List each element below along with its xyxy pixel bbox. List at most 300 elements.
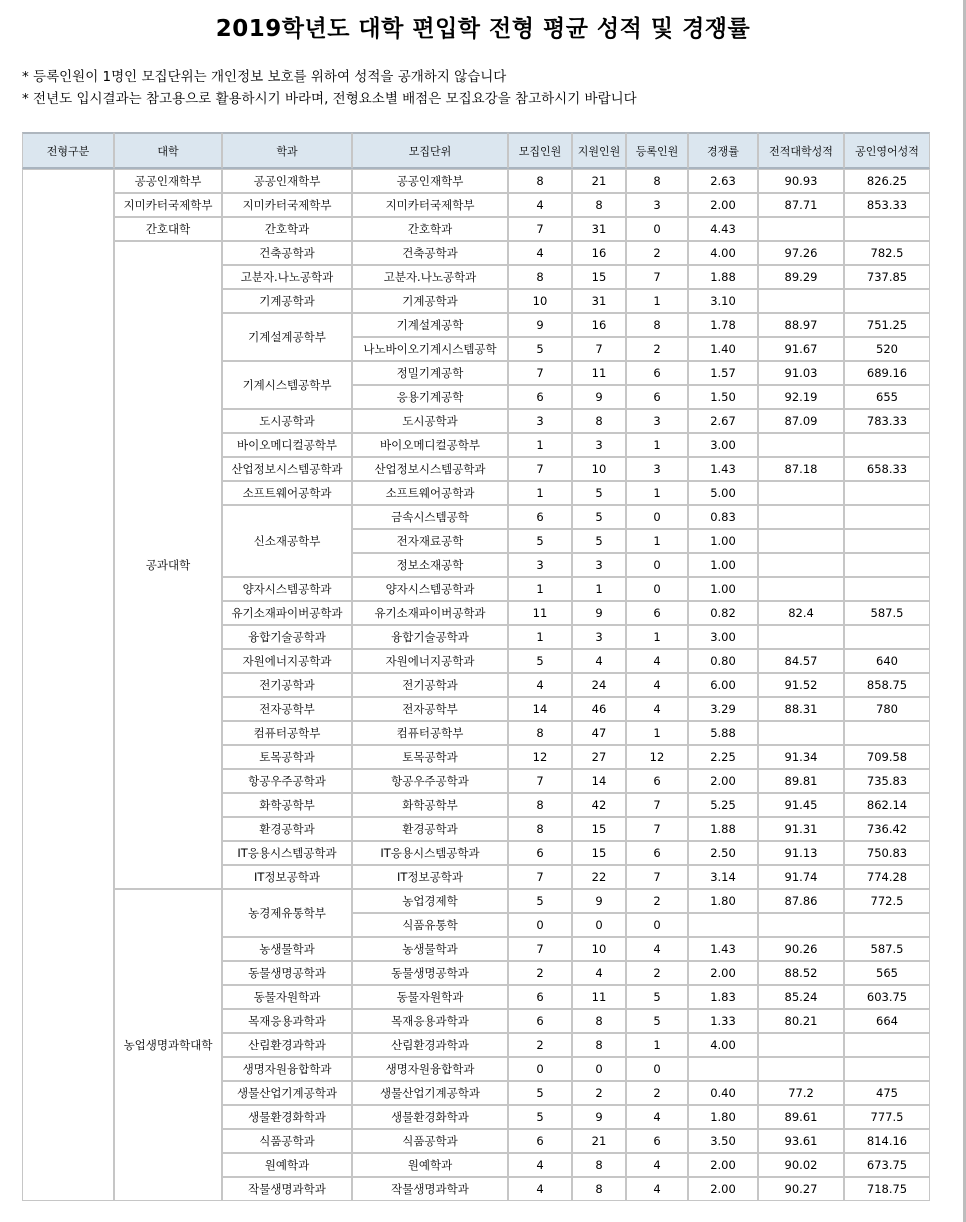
cell-department: IT정보공학과: [222, 865, 352, 889]
cell-applicants: 9: [572, 889, 626, 913]
cell-ratio: 5.00: [688, 481, 758, 505]
cell-ratio: 1.78: [688, 313, 758, 337]
cell-department: 생물환경화학과: [222, 1105, 352, 1129]
cell-enrolled: 12: [626, 745, 688, 769]
cell-department: 융합기술공학과: [222, 625, 352, 649]
note-reference: * 전년도 입시결과는 참고용으로 활용하시기 바라며, 전형요소별 배점은 모집요강을 참고하시기 바랍니다: [22, 91, 637, 107]
cell-unit: 정보소재공학: [352, 553, 508, 577]
cell-ratio: 1.83: [688, 985, 758, 1009]
cell-quota: 8: [508, 817, 572, 841]
cell-enrolled: 2: [626, 1081, 688, 1105]
cell-enrolled: 0: [626, 577, 688, 601]
cell-ratio: 3.14: [688, 865, 758, 889]
cell-quota: 1: [508, 577, 572, 601]
cell-ratio: 1.00: [688, 553, 758, 577]
cell-enrolled: 1: [626, 721, 688, 745]
cell-unit: 목재응용과학과: [352, 1009, 508, 1033]
cell-enrolled: 2: [626, 241, 688, 265]
cell-english: 814.16: [844, 1129, 930, 1153]
cell-enrolled: 6: [626, 361, 688, 385]
cell-enrolled: 8: [626, 169, 688, 193]
cell-gpa: 89.29: [758, 265, 844, 289]
cell-enrolled: 0: [626, 1057, 688, 1081]
cell-gpa: [758, 217, 844, 241]
cell-english: 783.33: [844, 409, 930, 433]
cell-quota: 12: [508, 745, 572, 769]
cell-english: 640: [844, 649, 930, 673]
cell-quota: 5: [508, 1105, 572, 1129]
cell-quota: 1: [508, 433, 572, 457]
cell-applicants: 10: [572, 937, 626, 961]
cell-quota: 1: [508, 481, 572, 505]
cell-applicants: 15: [572, 817, 626, 841]
cell-ratio: 1.80: [688, 1105, 758, 1129]
cell-english: 736.42: [844, 817, 930, 841]
cell-college: 공과대학: [114, 241, 222, 889]
cell-gpa: 89.81: [758, 769, 844, 793]
cell-applicants: 5: [572, 529, 626, 553]
cell-department: 자원에너지공학과: [222, 649, 352, 673]
cell-quota: 2: [508, 961, 572, 985]
cell-ratio: [688, 913, 758, 937]
col-header-english: 공인영어성적: [844, 132, 930, 169]
cell-quota: 3: [508, 409, 572, 433]
cell-quota: 0: [508, 913, 572, 937]
cell-gpa: [758, 289, 844, 313]
cell-ratio: 1.43: [688, 457, 758, 481]
cell-unit: 정밀기계공학: [352, 361, 508, 385]
cell-unit: 컴퓨터공학부: [352, 721, 508, 745]
cell-ratio: 1.80: [688, 889, 758, 913]
cell-unit: 화학공학부: [352, 793, 508, 817]
cell-english: [844, 625, 930, 649]
cell-enrolled: 0: [626, 913, 688, 937]
cell-ratio: 5.25: [688, 793, 758, 817]
cell-enrolled: 4: [626, 649, 688, 673]
cell-college: 지미카터국제학부: [114, 193, 222, 217]
cell-unit: 융합기술공학과: [352, 625, 508, 649]
cell-ratio: 2.63: [688, 169, 758, 193]
cell-english: 603.75: [844, 985, 930, 1009]
cell-english: 862.14: [844, 793, 930, 817]
cell-department: 식품공학과: [222, 1129, 352, 1153]
cell-english: 655: [844, 385, 930, 409]
cell-department: IT응용시스템공학과: [222, 841, 352, 865]
cell-gpa: 93.61: [758, 1129, 844, 1153]
col-header-enrolled: 등록인원: [626, 132, 688, 169]
cell-enrolled: 6: [626, 841, 688, 865]
cell-gpa: [758, 481, 844, 505]
cell-english: 782.5: [844, 241, 930, 265]
cell-unit: IT응용시스템공학과: [352, 841, 508, 865]
cell-quota: 7: [508, 937, 572, 961]
cell-unit: 생물산업기계공학과: [352, 1081, 508, 1105]
cell-english: 565: [844, 961, 930, 985]
cell-english: [844, 1033, 930, 1057]
cell-english: 772.5: [844, 889, 930, 913]
cell-gpa: 90.93: [758, 169, 844, 193]
cell-ratio: 1.00: [688, 577, 758, 601]
cell-department: 바이오메디컬공학부: [222, 433, 352, 457]
cell-gpa: 91.52: [758, 673, 844, 697]
cell-ratio: 2.00: [688, 961, 758, 985]
cell-enrolled: 2: [626, 961, 688, 985]
cell-department: 농경제유통학부: [222, 889, 352, 937]
cell-quota: 8: [508, 265, 572, 289]
cell-department: 양자시스템공학과: [222, 577, 352, 601]
cell-unit: 항공우주공학과: [352, 769, 508, 793]
cell-english: 853.33: [844, 193, 930, 217]
cell-unit: 지미카터국제학부: [352, 193, 508, 217]
cell-ratio: 0.40: [688, 1081, 758, 1105]
cell-quota: 7: [508, 769, 572, 793]
cell-ratio: 0.83: [688, 505, 758, 529]
cell-applicants: 3: [572, 625, 626, 649]
cell-applicants: 8: [572, 1177, 626, 1201]
cell-applicants: 9: [572, 385, 626, 409]
cell-gpa: 82.4: [758, 601, 844, 625]
cell-enrolled: 0: [626, 553, 688, 577]
cell-ratio: 5.88: [688, 721, 758, 745]
cell-unit: 생명자원융합학과: [352, 1057, 508, 1081]
cell-ratio: 2.00: [688, 193, 758, 217]
cell-department: 기계공학과: [222, 289, 352, 313]
cell-gpa: 88.97: [758, 313, 844, 337]
cell-unit: 유기소재파이버공학과: [352, 601, 508, 625]
cell-ratio: 2.00: [688, 769, 758, 793]
col-header-quota: 모집인원: [508, 132, 572, 169]
cell-department: 신소재공학부: [222, 505, 352, 577]
cell-applicants: 21: [572, 169, 626, 193]
cell-unit: 식품유통학: [352, 913, 508, 937]
cell-unit: 전자재료공학: [352, 529, 508, 553]
cell-gpa: 91.31: [758, 817, 844, 841]
cell-gpa: 85.24: [758, 985, 844, 1009]
table-body: [22, 169, 930, 1201]
notes: [22, 66, 637, 110]
cell-gpa: 91.13: [758, 841, 844, 865]
cell-gpa: 91.67: [758, 337, 844, 361]
cell-unit: 양자시스템공학과: [352, 577, 508, 601]
cell-applicants: 16: [572, 313, 626, 337]
cell-gpa: 91.45: [758, 793, 844, 817]
cell-english: 658.33: [844, 457, 930, 481]
cell-gpa: [758, 529, 844, 553]
cell-quota: 6: [508, 505, 572, 529]
col-header-gpa: 전적대학성적: [758, 132, 844, 169]
cell-unit: 기계설계공학: [352, 313, 508, 337]
cell-department: 전기공학과: [222, 673, 352, 697]
cell-enrolled: 4: [626, 1177, 688, 1201]
cell-enrolled: 3: [626, 409, 688, 433]
cell-unit: 간호학과: [352, 217, 508, 241]
cell-gpa: 90.02: [758, 1153, 844, 1177]
cell-english: [844, 913, 930, 937]
cell-quota: 7: [508, 361, 572, 385]
cell-applicants: 42: [572, 793, 626, 817]
cell-applicants: 46: [572, 697, 626, 721]
cell-gpa: [758, 577, 844, 601]
cell-english: 587.5: [844, 601, 930, 625]
col-header-department: 학과: [222, 132, 352, 169]
cell-enrolled: 4: [626, 1153, 688, 1177]
cell-english: 826.25: [844, 169, 930, 193]
cell-enrolled: 1: [626, 289, 688, 313]
cell-enrolled: 5: [626, 985, 688, 1009]
cell-quota: 9: [508, 313, 572, 337]
cell-ratio: 3.29: [688, 697, 758, 721]
cell-ratio: 4.00: [688, 241, 758, 265]
cell-quota: 6: [508, 1129, 572, 1153]
cell-ratio: 2.00: [688, 1177, 758, 1201]
cell-department: 생명자원융합학과: [222, 1057, 352, 1081]
cell-gpa: [758, 1057, 844, 1081]
cell-applicants: 4: [572, 649, 626, 673]
cell-english: 689.16: [844, 361, 930, 385]
cell-applicants: 16: [572, 241, 626, 265]
cell-english: 737.85: [844, 265, 930, 289]
table-row: [22, 169, 930, 193]
cell-department: 컴퓨터공학부: [222, 721, 352, 745]
cell-gpa: [758, 433, 844, 457]
cell-quota: 5: [508, 337, 572, 361]
cell-quota: 4: [508, 673, 572, 697]
cell-track: [22, 169, 114, 1201]
cell-ratio: 0.82: [688, 601, 758, 625]
note-privacy: * 등록인원이 1명인 모집단위는 개인정보 보호를 위하여 성적을 공개하지 않습니다: [22, 69, 507, 85]
cell-gpa: 87.09: [758, 409, 844, 433]
cell-department: 공공인재학부: [222, 169, 352, 193]
cell-ratio: 4.00: [688, 1033, 758, 1057]
cell-ratio: 1.40: [688, 337, 758, 361]
cell-department: 토목공학과: [222, 745, 352, 769]
cell-department: 도시공학과: [222, 409, 352, 433]
cell-applicants: 8: [572, 193, 626, 217]
cell-unit: 고분자.나노공학과: [352, 265, 508, 289]
cell-applicants: 9: [572, 1105, 626, 1129]
cell-college: 간호대학: [114, 217, 222, 241]
cell-ratio: 0.80: [688, 649, 758, 673]
cell-unit: 식품공학과: [352, 1129, 508, 1153]
cell-gpa: 87.18: [758, 457, 844, 481]
cell-gpa: 90.26: [758, 937, 844, 961]
cell-ratio: [688, 1057, 758, 1081]
cell-department: 산림환경과학과: [222, 1033, 352, 1057]
cell-department: 기계시스템공학부: [222, 361, 352, 409]
cell-unit: 산업정보시스템공학과: [352, 457, 508, 481]
cell-english: 774.28: [844, 865, 930, 889]
cell-applicants: 9: [572, 601, 626, 625]
cell-gpa: [758, 1033, 844, 1057]
cell-applicants: 0: [572, 1057, 626, 1081]
cell-enrolled: 6: [626, 385, 688, 409]
page-title: 2019학년도 대학 편입학 전형 평균 성적 및 경쟁률: [215, 16, 751, 42]
cell-ratio: 6.00: [688, 673, 758, 697]
cell-gpa: [758, 553, 844, 577]
admission-results-table: [22, 132, 930, 1201]
col-header-ratio: 경쟁률: [688, 132, 758, 169]
cell-english: 777.5: [844, 1105, 930, 1129]
cell-ratio: 3.10: [688, 289, 758, 313]
cell-unit: 산림환경과학과: [352, 1033, 508, 1057]
cell-applicants: 47: [572, 721, 626, 745]
cell-ratio: 1.00: [688, 529, 758, 553]
cell-enrolled: 4: [626, 673, 688, 697]
cell-gpa: 91.74: [758, 865, 844, 889]
cell-quota: 2: [508, 1033, 572, 1057]
cell-unit: 자원에너지공학과: [352, 649, 508, 673]
cell-enrolled: 2: [626, 337, 688, 361]
cell-applicants: 3: [572, 553, 626, 577]
cell-unit: 작물생명과학과: [352, 1177, 508, 1201]
cell-ratio: 2.25: [688, 745, 758, 769]
cell-english: [844, 553, 930, 577]
cell-college: 공공인재학부: [114, 169, 222, 193]
cell-quota: 5: [508, 889, 572, 913]
cell-department: 화학공학부: [222, 793, 352, 817]
cell-enrolled: 1: [626, 481, 688, 505]
cell-ratio: 3.00: [688, 433, 758, 457]
table-row: [22, 889, 930, 913]
table-row: [22, 193, 930, 217]
cell-english: 673.75: [844, 1153, 930, 1177]
cell-applicants: 5: [572, 481, 626, 505]
cell-quota: 4: [508, 241, 572, 265]
cell-enrolled: 6: [626, 601, 688, 625]
cell-enrolled: 7: [626, 865, 688, 889]
cell-quota: 5: [508, 529, 572, 553]
col-header-college: 대학: [114, 132, 222, 169]
cell-enrolled: 1: [626, 1033, 688, 1057]
cell-applicants: 4: [572, 961, 626, 985]
cell-enrolled: 3: [626, 457, 688, 481]
cell-gpa: 87.86: [758, 889, 844, 913]
cell-unit: IT정보공학과: [352, 865, 508, 889]
cell-applicants: 2: [572, 1081, 626, 1105]
cell-enrolled: 0: [626, 217, 688, 241]
cell-unit: 토목공학과: [352, 745, 508, 769]
cell-enrolled: 6: [626, 769, 688, 793]
cell-quota: 4: [508, 193, 572, 217]
cell-ratio: 1.33: [688, 1009, 758, 1033]
cell-department: 작물생명과학과: [222, 1177, 352, 1201]
cell-ratio: 1.43: [688, 937, 758, 961]
cell-applicants: 10: [572, 457, 626, 481]
cell-enrolled: 8: [626, 313, 688, 337]
cell-gpa: 77.2: [758, 1081, 844, 1105]
cell-department: 기계설계공학부: [222, 313, 352, 361]
cell-unit: 환경공학과: [352, 817, 508, 841]
cell-quota: 0: [508, 1057, 572, 1081]
cell-enrolled: 4: [626, 697, 688, 721]
cell-ratio: 1.57: [688, 361, 758, 385]
col-header-applicants: 지원인원: [572, 132, 626, 169]
cell-english: [844, 505, 930, 529]
table-row: [22, 241, 930, 265]
cell-ratio: 1.88: [688, 265, 758, 289]
cell-gpa: [758, 913, 844, 937]
cell-ratio: 2.67: [688, 409, 758, 433]
cell-quota: 3: [508, 553, 572, 577]
cell-quota: 8: [508, 169, 572, 193]
cell-unit: 소프트웨어공학과: [352, 481, 508, 505]
cell-unit: 전기공학과: [352, 673, 508, 697]
cell-applicants: 22: [572, 865, 626, 889]
cell-english: 664: [844, 1009, 930, 1033]
cell-gpa: [758, 721, 844, 745]
cell-applicants: 31: [572, 217, 626, 241]
cell-enrolled: 2: [626, 889, 688, 913]
cell-gpa: 84.57: [758, 649, 844, 673]
cell-enrolled: 0: [626, 505, 688, 529]
cell-english: [844, 529, 930, 553]
cell-english: 735.83: [844, 769, 930, 793]
table-row: [22, 217, 930, 241]
cell-unit: 전자공학부: [352, 697, 508, 721]
cell-department: 항공우주공학과: [222, 769, 352, 793]
cell-enrolled: 1: [626, 433, 688, 457]
cell-gpa: 88.31: [758, 697, 844, 721]
cell-gpa: [758, 505, 844, 529]
cell-applicants: 11: [572, 985, 626, 1009]
cell-unit: 도시공학과: [352, 409, 508, 433]
cell-unit: 원예학과: [352, 1153, 508, 1177]
cell-quota: 4: [508, 1153, 572, 1177]
cell-english: [844, 1057, 930, 1081]
cell-department: 환경공학과: [222, 817, 352, 841]
cell-ratio: 3.00: [688, 625, 758, 649]
cell-gpa: 91.34: [758, 745, 844, 769]
cell-department: 유기소재파이버공학과: [222, 601, 352, 625]
cell-unit: 농생물학과: [352, 937, 508, 961]
header-row: [22, 132, 930, 169]
cell-quota: 11: [508, 601, 572, 625]
cell-applicants: 27: [572, 745, 626, 769]
cell-english: [844, 217, 930, 241]
cell-department: 농생물학과: [222, 937, 352, 961]
cell-applicants: 8: [572, 409, 626, 433]
cell-enrolled: 7: [626, 793, 688, 817]
cell-ratio: 1.50: [688, 385, 758, 409]
cell-quota: 14: [508, 697, 572, 721]
cell-english: 750.83: [844, 841, 930, 865]
cell-applicants: 0: [572, 913, 626, 937]
cell-department: 소프트웨어공학과: [222, 481, 352, 505]
cell-ratio: 2.50: [688, 841, 758, 865]
cell-english: 709.58: [844, 745, 930, 769]
cell-unit: 생물환경화학과: [352, 1105, 508, 1129]
cell-applicants: 3: [572, 433, 626, 457]
cell-english: 520: [844, 337, 930, 361]
cell-gpa: 88.52: [758, 961, 844, 985]
cell-applicants: 8: [572, 1033, 626, 1057]
cell-quota: 4: [508, 1177, 572, 1201]
cell-enrolled: 7: [626, 265, 688, 289]
cell-applicants: 8: [572, 1009, 626, 1033]
cell-english: 858.75: [844, 673, 930, 697]
cell-unit: 농업경제학: [352, 889, 508, 913]
cell-gpa: 87.71: [758, 193, 844, 217]
cell-quota: 6: [508, 1009, 572, 1033]
cell-department: 목재응용과학과: [222, 1009, 352, 1033]
cell-english: [844, 721, 930, 745]
cell-department: 전자공학부: [222, 697, 352, 721]
cell-enrolled: 4: [626, 937, 688, 961]
cell-enrolled: 1: [626, 529, 688, 553]
cell-quota: 6: [508, 385, 572, 409]
cell-unit: 금속시스템공학: [352, 505, 508, 529]
cell-quota: 7: [508, 457, 572, 481]
